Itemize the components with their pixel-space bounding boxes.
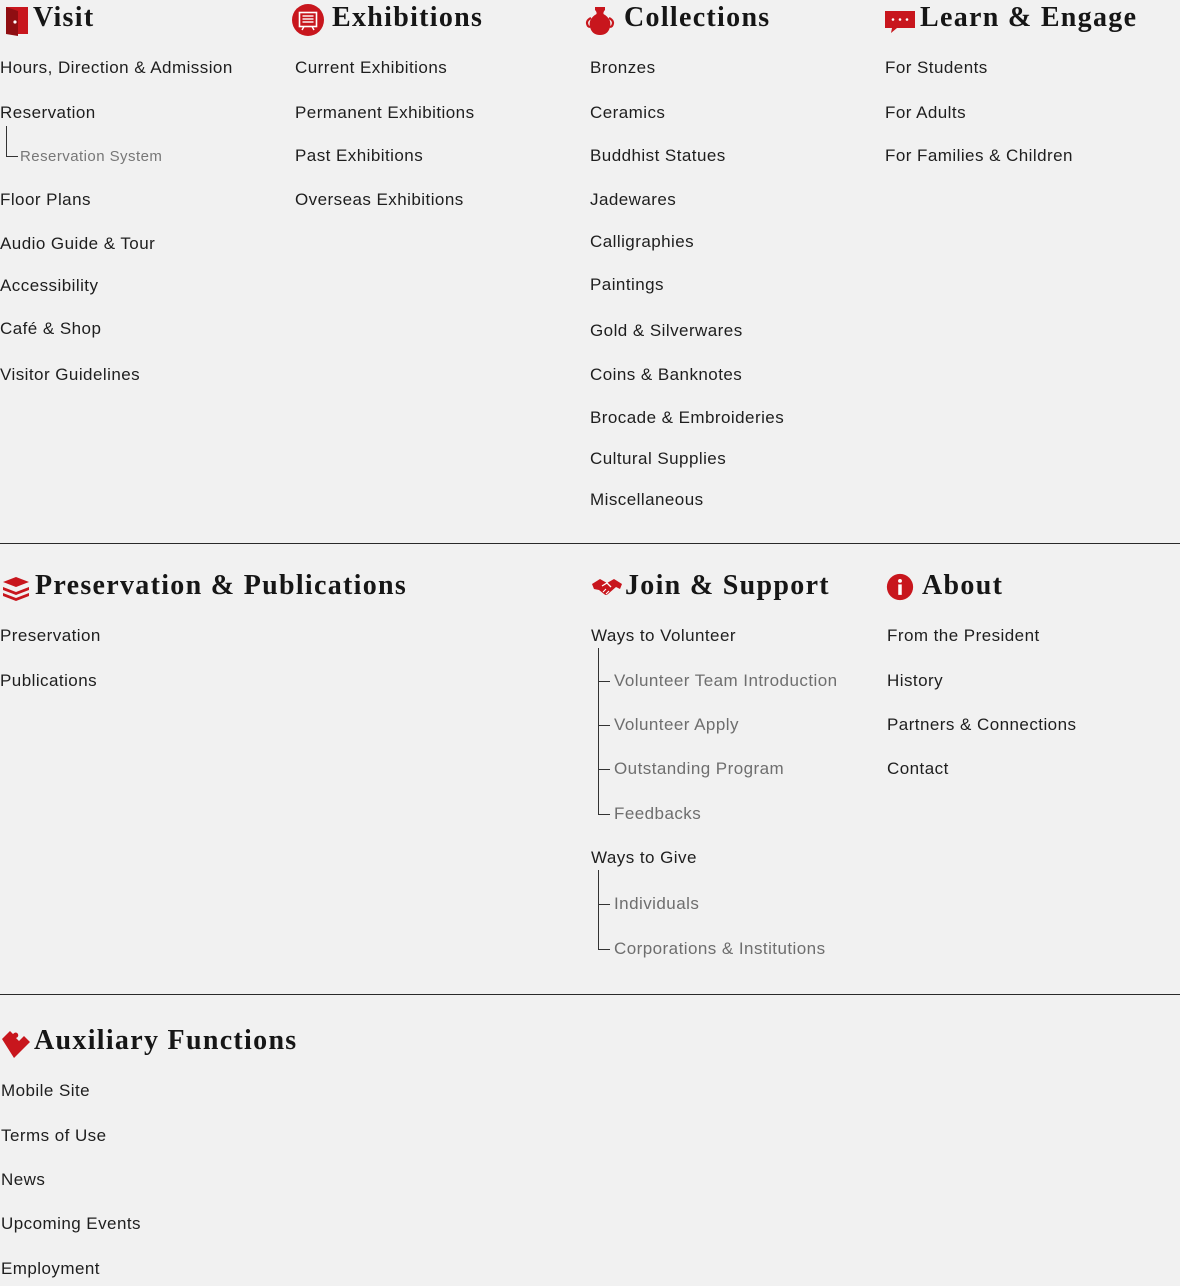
preservation-link-publications[interactable]: Publications [0,671,98,690]
join-link-ways-to-give[interactable]: Ways to Give [591,848,697,867]
join-link-ways-to-volunteer[interactable]: Ways to Volunteer [591,626,736,645]
join-sub-individuals[interactable]: Individuals [614,894,700,913]
visit-link-audio-guide[interactable]: Audio Guide & Tour [0,234,156,253]
visit-title: Visit [33,2,95,33]
visit-link-cafe-shop[interactable]: Café & Shop [0,319,102,338]
tree-line [598,904,610,905]
about-link-contact[interactable]: Contact [887,759,949,778]
visit-link-accessibility[interactable]: Accessibility [0,276,99,295]
tree-line [598,648,599,814]
collections-link-miscellaneous[interactable]: Miscellaneous [590,490,704,509]
section-support [0,568,1180,994]
auxiliary-heading[interactable] [0,1023,560,1063]
exhibitions-column [292,0,577,209]
tree-line [6,126,7,156]
exhibitions-title: Exhibitions [332,2,484,33]
learn-link-students[interactable]: For Students [885,58,988,77]
visit-link-floor-plans[interactable]: Floor Plans [0,190,91,209]
about-link-history[interactable]: History [887,671,944,690]
about-heading[interactable] [886,568,1176,608]
join-title: Join & Support [625,570,830,601]
about-link-president[interactable]: From the President [887,626,1040,645]
collections-heading[interactable] [584,0,876,40]
tree-line [598,814,610,815]
books-icon [0,572,32,604]
divider [0,543,1180,544]
join-sub-feedbacks[interactable]: Feedbacks [614,804,702,823]
tree-line [598,870,599,949]
exhibition-board-icon [292,4,324,36]
auxiliary-link-news[interactable]: News [1,1170,46,1189]
vase-icon [584,4,616,36]
collections-title: Collections [624,2,771,33]
about-link-partners[interactable]: Partners & Connections [887,715,1077,734]
collections-column [584,0,876,509]
collections-link-jadewares[interactable]: Jadewares [590,190,677,209]
collections-link-paintings[interactable]: Paintings [590,275,664,294]
auxiliary-link-terms[interactable]: Terms of Use [1,1126,107,1145]
tree-line [598,949,610,950]
handshake-icon [591,572,623,604]
collections-link-coins-banknotes[interactable]: Coins & Banknotes [590,365,743,384]
join-sub-volunteer-team[interactable]: Volunteer Team Introduction [614,671,838,690]
divider [0,994,1180,995]
collections-link-buddhist-statues[interactable]: Buddhist Statues [590,146,726,165]
preservation-link-preservation[interactable]: Preservation [0,626,101,645]
visit-column [0,0,285,384]
join-sub-outstanding-program[interactable]: Outstanding Program [614,759,785,778]
collections-link-bronzes[interactable]: Bronzes [590,58,656,77]
learn-heading[interactable] [884,0,1174,40]
learn-column [884,0,1174,165]
auxiliary-column [0,1023,560,1278]
tree-line [598,681,610,682]
exhibitions-link-past[interactable]: Past Exhibitions [295,146,424,165]
visit-link-reservation[interactable]: Reservation [0,103,96,122]
info-icon [886,573,914,601]
preservation-column [0,568,560,690]
visit-sub-reservation-system[interactable]: Reservation System [20,148,163,165]
learn-title: Learn & Engage [920,2,1138,33]
about-column [886,568,1176,778]
join-column [590,568,882,958]
preservation-title: Preservation & Publications [35,570,408,601]
auxiliary-link-employment[interactable]: Employment [1,1259,100,1278]
puzzle-icon [0,1027,32,1059]
join-sub-volunteer-apply[interactable]: Volunteer Apply [614,715,739,734]
auxiliary-link-events[interactable]: Upcoming Events [1,1214,141,1233]
preservation-heading[interactable] [0,568,560,608]
door-icon [4,4,36,36]
learn-link-adults[interactable]: For Adults [885,103,967,122]
auxiliary-link-mobile-site[interactable]: Mobile Site [1,1081,91,1100]
join-sub-corporations[interactable]: Corporations & Institutions [614,939,826,958]
about-title: About [922,570,1004,601]
exhibitions-heading[interactable] [292,0,577,40]
collections-link-brocade[interactable]: Brocade & Embroideries [590,408,785,427]
collections-link-gold-silverwares[interactable]: Gold & Silverwares [590,321,743,340]
visit-link-hours[interactable]: Hours, Direction & Admission [0,58,233,77]
speech-bubble-icon [884,4,916,36]
section-auxiliary [0,1023,1180,1286]
join-heading[interactable] [590,568,882,608]
collections-link-ceramics[interactable]: Ceramics [590,103,666,122]
collections-link-cultural-supplies[interactable]: Cultural Supplies [590,449,727,468]
tree-line [598,769,610,770]
exhibitions-link-permanent[interactable]: Permanent Exhibitions [295,103,475,122]
auxiliary-title: Auxiliary Functions [34,1025,298,1056]
tree-line [598,725,610,726]
learn-link-families[interactable]: For Families & Children [885,146,1073,165]
exhibitions-link-current[interactable]: Current Exhibitions [295,58,448,77]
visit-heading[interactable] [0,0,285,40]
exhibitions-link-overseas[interactable]: Overseas Exhibitions [295,190,464,209]
collections-link-calligraphies[interactable]: Calligraphies [590,232,695,251]
section-main [0,0,1180,543]
tree-line [6,156,18,157]
visit-link-guidelines[interactable]: Visitor Guidelines [0,365,141,384]
